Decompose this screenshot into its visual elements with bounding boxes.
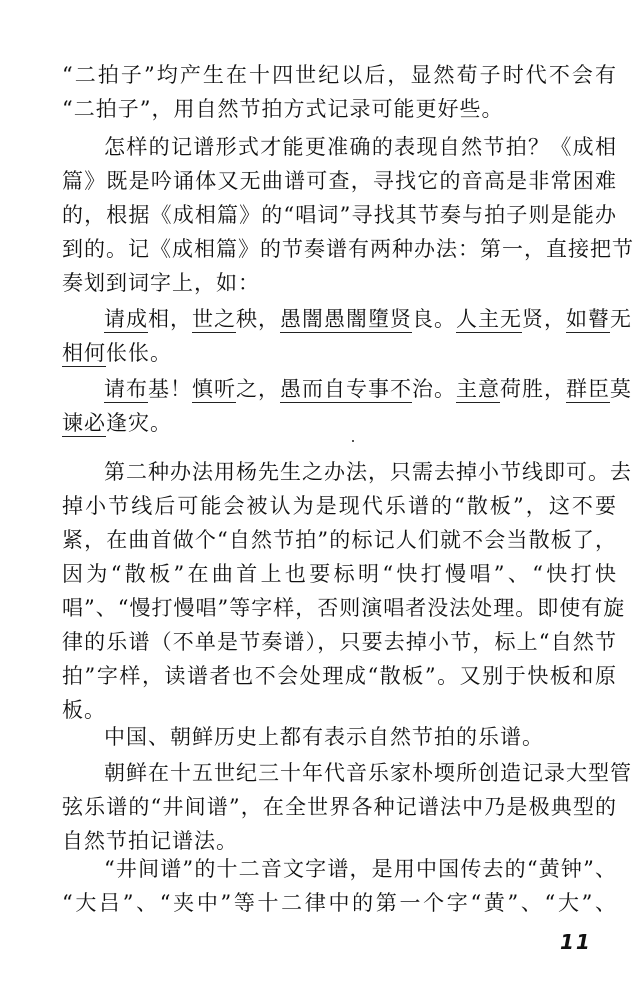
underlined-beat: 世之 (192, 307, 236, 331)
underlined-beat: 请布 (104, 377, 148, 401)
verse-text: 秧， (236, 307, 280, 331)
text-line: 奏划到词字上，如： (62, 271, 260, 295)
underlined-beat: 墮贤 (368, 307, 412, 331)
text-line: 篇》既是吟诵体又无曲谱可查，寻找它的音高是非常困难 (62, 169, 617, 193)
text-line: 朝鲜在十五世纪三十年代音乐家朴堧所创造记录大型管 (104, 761, 632, 785)
verse-text: 贤， (522, 307, 566, 331)
verse-line (62, 336, 617, 370)
underlined-beat: 事不 (368, 377, 412, 401)
paragraph-2 (62, 130, 634, 300)
verse-text: 相， (148, 307, 192, 331)
text-line: 自然节拍记谱法。 (62, 829, 238, 853)
underlined-beat: 相何 (62, 341, 106, 365)
page-number: 11 (560, 930, 592, 954)
underlined-beat: 请成 (104, 307, 148, 331)
underlined-beat: 主意 (456, 377, 500, 401)
text-line: 怎样的记谱形式才能更准确的表现自然节拍？《成相 (104, 135, 617, 159)
paragraph-6 (62, 852, 617, 920)
text-line: “二拍子”，用自然节拍方式记录可能更好些。 (62, 97, 504, 121)
verse-text: 无 (610, 307, 632, 331)
text-line: 掉小节线后可能会被认为是现代乐谱的“散板”，这不要 (62, 494, 617, 518)
text-line: 中国、朝鲜历史上都有表示自然节拍的乐谱。 (104, 725, 544, 749)
underlined-beat: 谏必 (62, 411, 106, 435)
verse-line (62, 406, 617, 440)
verse-text: 逢灾。 (106, 411, 172, 435)
verse-text: 之， (236, 377, 280, 401)
text-line: 因为“散板”在曲首上也要标明“快打慢唱”、“快打快 (62, 562, 617, 586)
underlined-beat: 人主无 (456, 307, 522, 331)
verse-line (62, 372, 632, 406)
underlined-beat: 群臣 (566, 377, 610, 401)
underlined-beat: 如瞽 (566, 307, 610, 331)
text-line: 到的。记《成相篇》的节奏谱有两种办法：第一，直接把节 (62, 237, 634, 261)
text-line: 弦乐谱的“井间谱”，在全世界各种记谱法中乃是极典型的 (62, 795, 617, 819)
verse-2 (62, 372, 632, 440)
verse-1 (62, 302, 632, 370)
underlined-beat: 愚而 (280, 377, 324, 401)
underlined-beat: 自专 (324, 377, 368, 401)
text-line: 紧，在曲首做个“自然节拍”的标记人们就不会当散板了， (62, 528, 617, 552)
text-line: 板。 (62, 698, 106, 722)
paragraph-1 (62, 58, 617, 126)
text-line: “大吕”、“夹中”等十二律中的第一个字“黄”、“大”、 (62, 891, 617, 915)
paragraph-4 (62, 720, 617, 754)
verse-text: 莫 (610, 377, 632, 401)
paragraph-5 (62, 756, 632, 858)
verse-text: 伥伥。 (106, 341, 172, 365)
text-line: 的，根据《成相篇》的“唱词”寻找其节奏与拍子则是能办 (62, 203, 617, 227)
text-line: 唱”、“慢打慢唱”等字样，否则演唱者没法处理。即使有旋 (62, 596, 626, 620)
verse-text: 荷胜， (500, 377, 566, 401)
scan-speck (352, 440, 354, 442)
verse-line (62, 302, 632, 336)
verse-text: 良。 (412, 307, 456, 331)
paragraph-3 (62, 455, 632, 727)
text-line: “二拍子”均产生在十四世纪以后，显然荀子时代不会有 (62, 63, 617, 87)
text-line: “井间谱”的十二音文字谱，是用中国传去的“黄钟”、 (104, 857, 617, 881)
underlined-beat: 慎听 (192, 377, 236, 401)
verse-text: 治。 (412, 377, 456, 401)
text-line: 第二种办法用杨先生之办法，只需去掉小节线即可。去 (104, 460, 632, 484)
text-line: 律的乐谱（不单是节奏谱），只要去掉小节，标上“自然节 (62, 630, 617, 654)
text-line: 拍”字样，读谱者也不会处理成“散板”。又别于快板和原 (62, 664, 617, 688)
underlined-beat: 愚闇愚闇 (280, 307, 368, 331)
verse-text: 基！ (148, 377, 192, 401)
